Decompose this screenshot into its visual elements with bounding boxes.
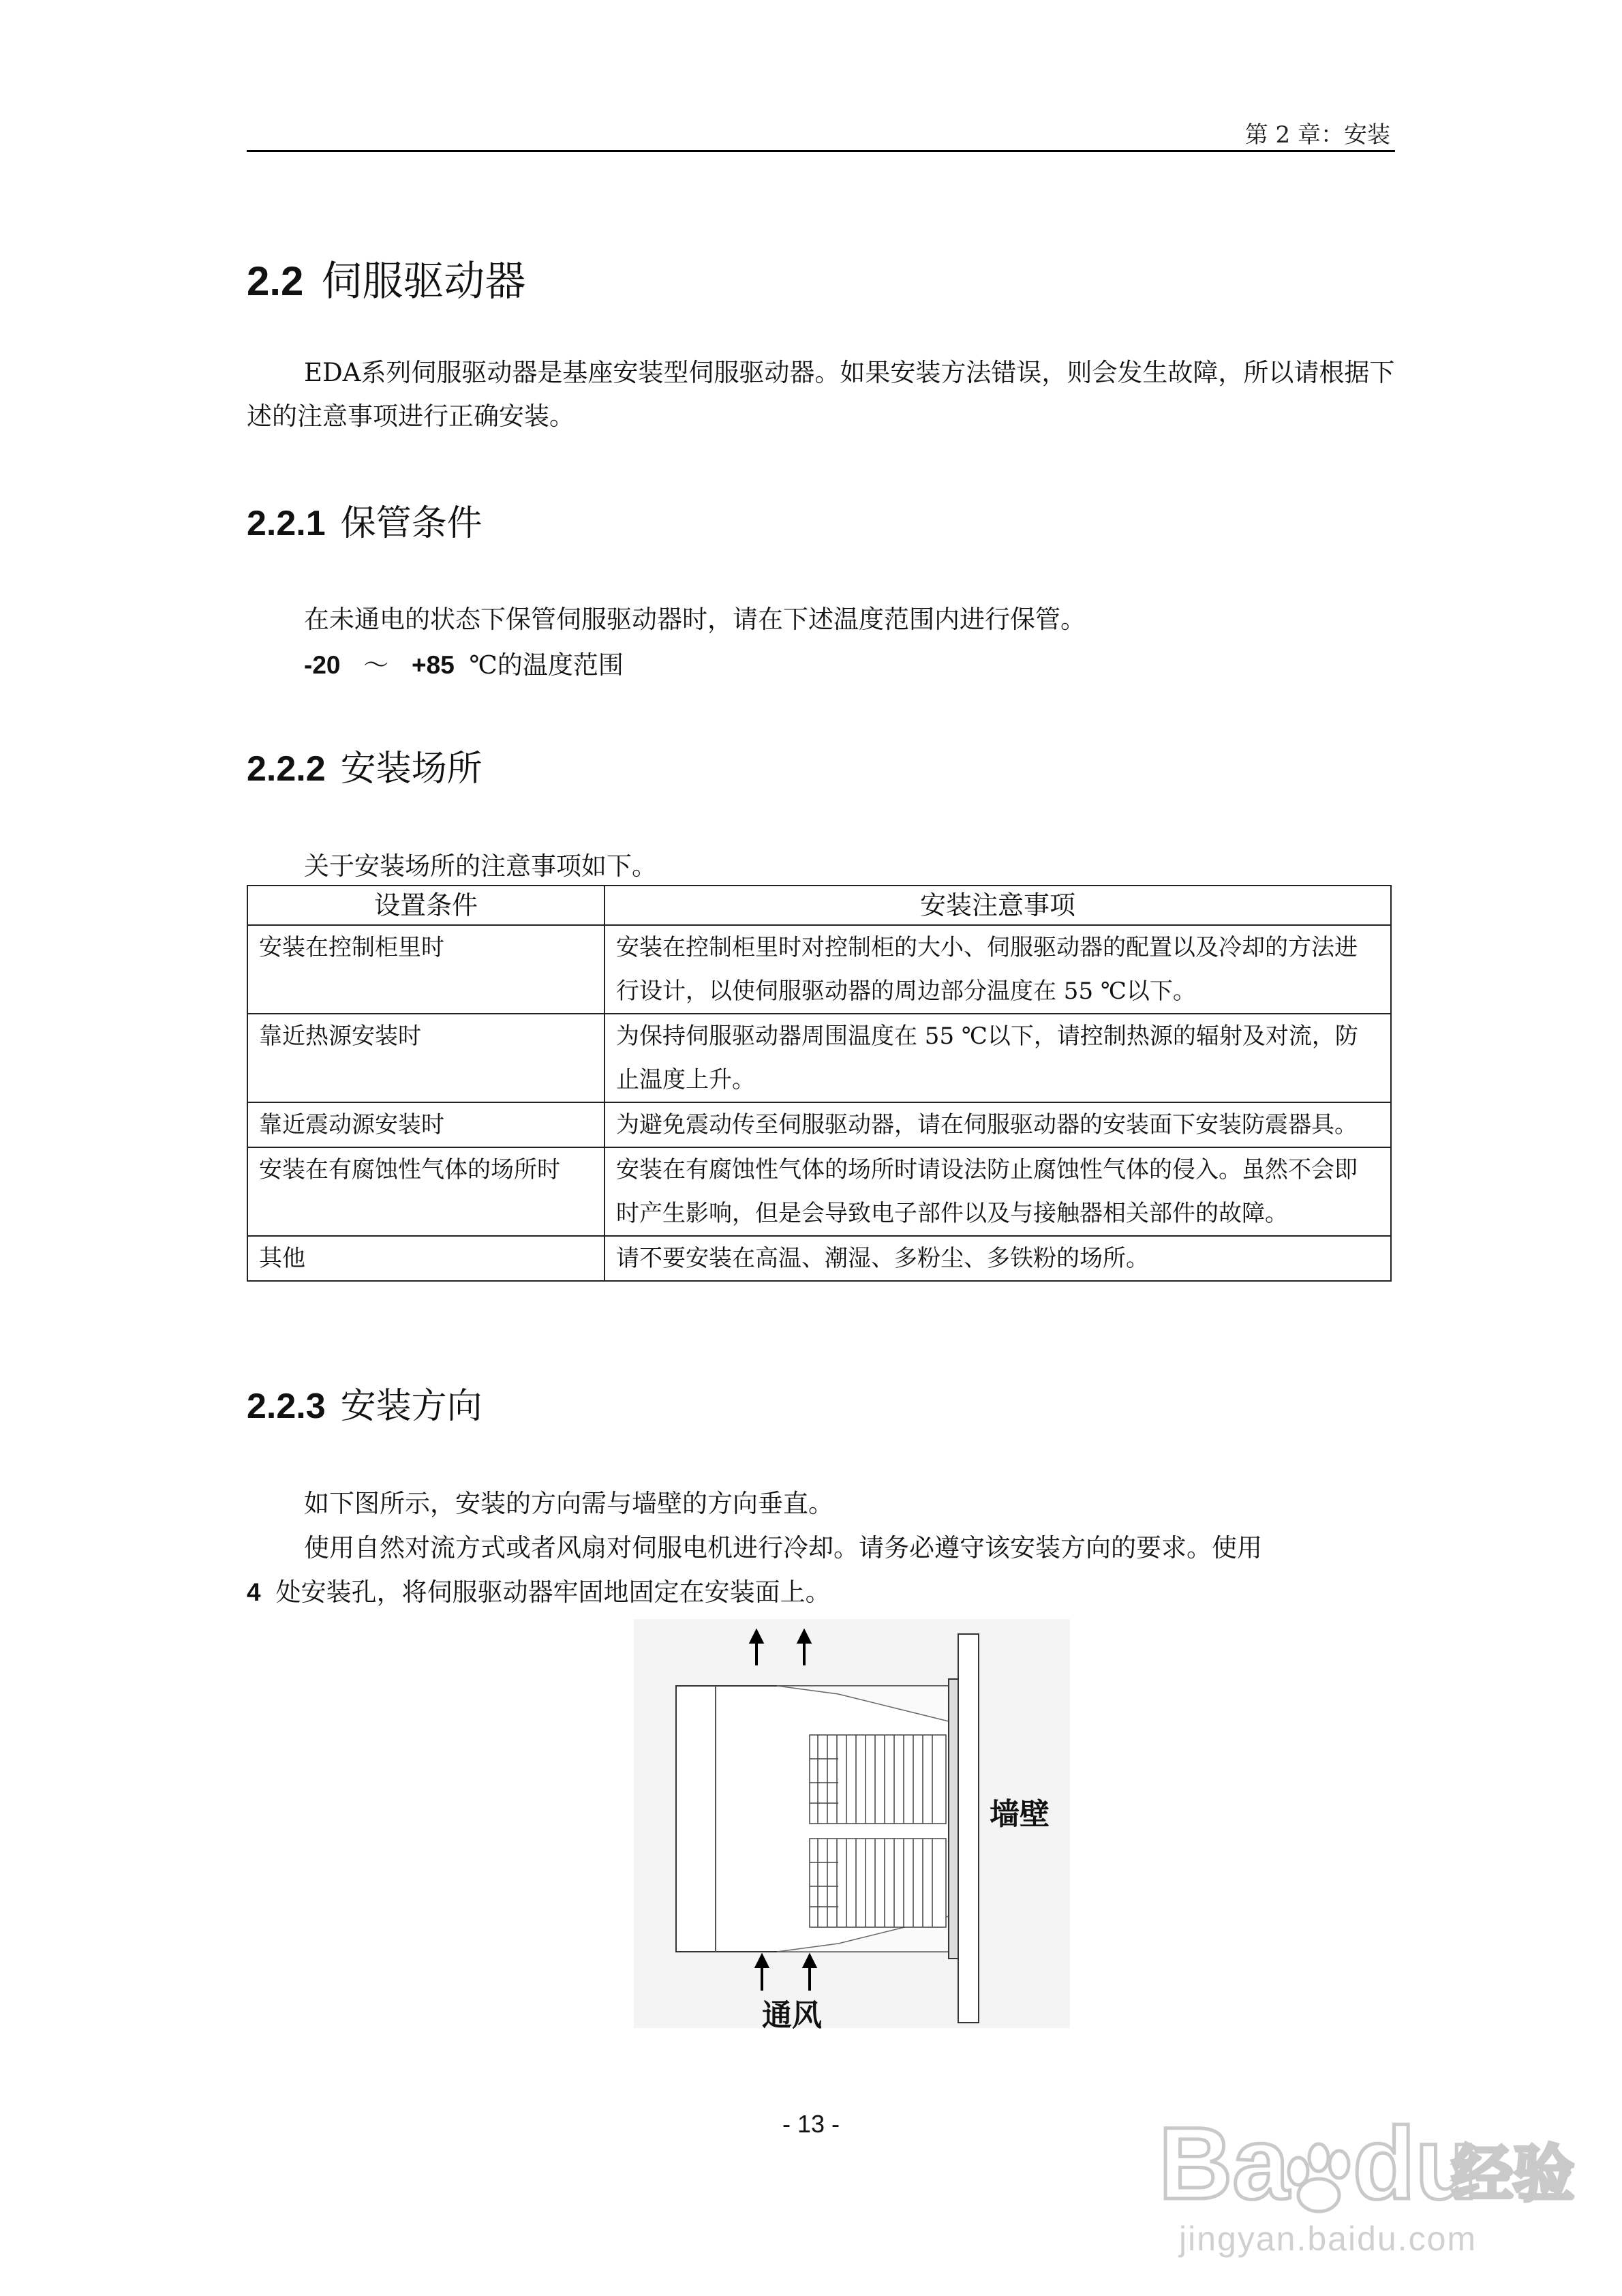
header-rule: [247, 150, 1395, 152]
table-row: [247, 1102, 1391, 1147]
table-cell-condition: 靠近震动源安装时: [247, 1102, 605, 1147]
table-header-condition: 设置条件: [247, 886, 605, 925]
subsection-number: 2.2.2: [247, 749, 326, 789]
mounting-flange: [949, 1679, 958, 1959]
watermark-brand-cn: 经验: [1452, 2139, 1574, 2210]
table-row: [247, 1236, 1391, 1281]
direction-line-3-text: 处安装孔，将伺服驱动器牢固地固定在安装面上。: [275, 1577, 831, 1607]
table-header-notes: 安装注意事项: [605, 886, 1391, 925]
section-title-text: 伺服驱动器: [321, 258, 526, 305]
section-title: [247, 249, 525, 307]
direction-line-1: 如下图所示，安装的方向需与墙壁的方向垂直。: [304, 1489, 833, 1518]
wall-plate: [958, 1634, 979, 2023]
subsection-title-text: 安装场所: [340, 749, 483, 789]
direction-line-2: 使用自然对流方式或者风扇对伺服电机进行冷却。请务必遵守该安装方向的要求。使用: [304, 1533, 1262, 1562]
table-cell-condition: 其他: [247, 1236, 605, 1281]
table-header-row: [247, 886, 1391, 925]
table-cell-note: 安装在有腐蚀性气体的场所时请设法防止腐蚀性气体的侵入。虽然不会即时产生影响，但是会导致电子部件以及与接触器相关部件的故障。: [605, 1147, 1391, 1236]
subsection-title-text: 安装方向: [340, 1386, 483, 1427]
range-suffix: ℃的温度范围: [469, 650, 624, 680]
paw-icon: [1289, 2144, 1349, 2211]
mount-hole-count: 4: [247, 1578, 261, 1606]
table-cell-note: 为避免震动传至伺服驱动器，请在伺服驱动器的安装面下安装防震器具。: [605, 1102, 1391, 1147]
watermark-brand-b: du: [1353, 2106, 1478, 2220]
table-cell-note: 为保持伺服驱动器周围温度在 55 ℃以下，请控制热源的辐射及对流，防止温度上升。: [605, 1014, 1391, 1102]
intro-paragraph: EDA系列伺服驱动器是基座安装型伺服驱动器。如果安装方法错误，则会发生故障，所以请根据下述的注意事项进行正确安装。: [247, 358, 1395, 431]
subsection-direction-title: [247, 1377, 483, 1428]
location-intro: 关于安装场所的注意事项如下。: [304, 851, 657, 881]
table-row: [247, 925, 1391, 1014]
heatsink-fins-upper: [810, 1735, 946, 1824]
subsection-number: 2.2.3: [247, 1387, 326, 1426]
page-number: - 13 -: [782, 2110, 840, 2138]
range-separator: ～: [363, 650, 389, 680]
subsection-storage-title: [247, 494, 483, 545]
table-row: [247, 1014, 1391, 1102]
subsection-number: 2.2.1: [247, 504, 326, 543]
wall-label: 墙壁: [990, 1797, 1050, 1832]
watermark-url: jingyan.baidu.com: [1179, 2220, 1478, 2258]
table-cell-note: 安装在控制柜里时对控制柜的大小、伺服驱动器的配置以及冷却的方法进行设计，以使伺服驱动器的周边部分温度在 55 ℃以下。: [605, 925, 1391, 1014]
range-low: -20: [304, 651, 341, 679]
ventilation-label: 通风: [762, 1998, 822, 2033]
heatsink-fins-lower: [810, 1839, 946, 1927]
watermark-brand-a: Ba: [1159, 2106, 1289, 2220]
table-cell-condition: 安装在有腐蚀性气体的场所时: [247, 1147, 605, 1236]
table-cell-note: 请不要安装在高温、潮湿、多粉尘、多铁粉的场所。: [605, 1236, 1391, 1281]
table-cell-condition: 靠近热源安装时: [247, 1014, 605, 1102]
table-cell-condition: 安装在控制柜里时: [247, 925, 605, 1014]
section-number: 2.2: [247, 258, 304, 304]
subsection-location-title: [247, 740, 483, 791]
range-high: +85: [412, 651, 455, 679]
running-header: 第 2 章：安装: [1244, 121, 1390, 149]
subsection-title-text: 保管条件: [340, 503, 483, 544]
storage-range: [304, 644, 624, 681]
storage-text: 在未通电的状态下保管伺服驱动器时，请在下述温度范围内进行保管。: [304, 605, 1086, 634]
direction-line-3: [247, 1571, 831, 1608]
installation-location-table: [247, 885, 1392, 1282]
table-row: [247, 1147, 1391, 1236]
